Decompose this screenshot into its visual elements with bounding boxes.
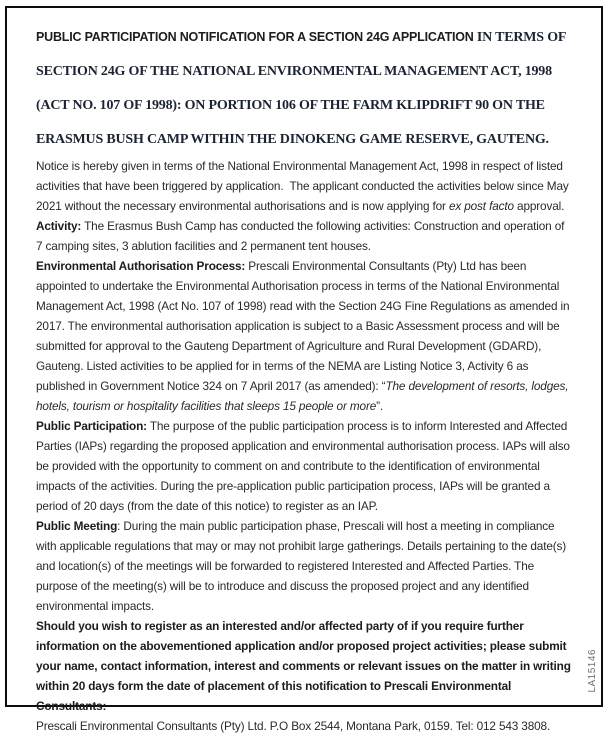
process-label: Environmental Authorisation Process: — [36, 259, 246, 273]
activity-label: Activity: — [36, 219, 82, 233]
activity-text: The Erasmus Bush Camp has conducted the following activities: Construction and operation of 7 camping sites, 3 ablution facilities and 2 permanent tent houses. — [36, 219, 568, 253]
paragraph-register-instructions: Should you wish to register as an interested and/or affected party of if you require further information on the abovementioned application and/or proposed project activities; please submit your name, contact information, interest and comments or relevant issues on the matter in writing within 20 days form the date of placement of this notification to Prescali Environmental Consultants: — [36, 619, 574, 713]
meeting-label: Public Meeting — [36, 519, 118, 533]
paragraph-authorisation-process — [36, 256, 572, 416]
participation-label: Public Participation: — [36, 419, 147, 433]
intro-text-end: approval. — [513, 199, 565, 213]
advert-reference-code: LA15146 — [587, 649, 598, 693]
notice-title — [36, 17, 572, 153]
paragraph-public-meeting — [36, 516, 572, 616]
title-sans-segment: PUBLIC PARTICIPATION NOTIFICATION FOR A SECTION 24G APPLICATION — [36, 30, 477, 44]
paragraph-public-participation — [36, 416, 572, 516]
paragraph-contact-details: Prescali Environmental Consultants (Pty) Ltd. P.O Box 2544, Montana Park, 0159. Tel: 012 543 3808. — [36, 719, 551, 733]
title-serif-segment: IN TERMS OF SECTION 24G OF THE NATIONAL ENVIRONMENTAL MANAGEMENT ACT, 1998 (ACT NO. 107 OF 1998): ON PORTION 106 OF THE FARM KLIPDRIFT 90 ON THE ERASMUS BUSH CAMP WITHIN THE DINOKENG GAME RESERVE, GAUTENG. — [36, 30, 570, 147]
notice-border-frame — [5, 6, 603, 733]
participation-text: The purpose of the public participation process is to inform Interested and Affected Parties (IAPs) regarding the proposed application and environmental authorisation process. IAPs will also be provided with the opportunity to comment on and contribute to the identification of environmental impacts of the activities. During the pre-application public participation process, IAPs will be granted a period of 20 days (from the date of this notice) to register as an IAP. — [36, 419, 573, 513]
process-quoted-listing: The development of resorts, lodges, hotels, tourism or hospitality facilities that sleeps 15 people or more — [36, 379, 572, 413]
intro-text: Notice is hereby given in terms of the National Environmental Management Act, 1998 in respect of listed activities that have been triggered by application. The applicant conducted the activities below since May 2021 without the necessary environmental authorisations and is now applying for — [36, 159, 572, 213]
intro-latin-phrase: ex post facto — [448, 199, 514, 213]
paragraph-activity — [36, 216, 572, 256]
process-text: Prescali Environmental Consultants (Pty) Ltd has been appointed to undertake the Environmental Authorisation process in terms of the National Environmental Management Act, 1998 (Act No. 107 of 1998) read with the Section 24G Fine Regulations as amended in 2017. The environmental authorisation application is subject to a Basic Assessment process and will be submitted for approval to the Gauteng Department of Agriculture and Rural Development (GDARD), Gauteng. Listed activities to be applied for in terms of the NEMA are Listing Notice 3, Activity 6 as published in Government Notice 324 on 7 April 2017 (as amended): “ — [36, 259, 573, 393]
process-text-end: ”. — [376, 399, 384, 413]
paragraph-intro — [36, 156, 572, 216]
meeting-text: : During the main public participation phase, Prescali will host a meeting in compliance with applicable regulations that may or may not prohibit large gatherings. Details pertaining to the date(s) and location(s) of the meetings will be forwarded to registered Interested and Affected Parties. The purpose of the meeting(s) will be to introduce and discuss the proposed project and any identified environmental impacts. — [36, 519, 570, 613]
